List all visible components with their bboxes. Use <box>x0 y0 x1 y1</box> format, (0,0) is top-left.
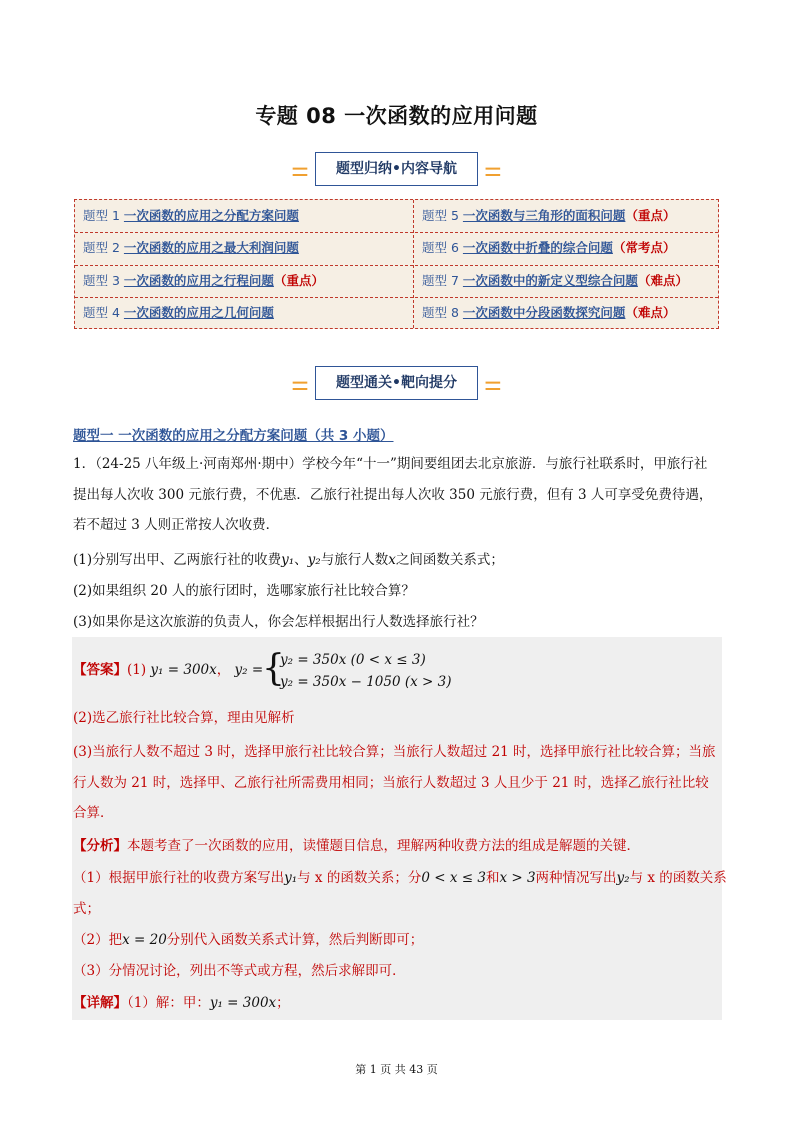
answer-part-3: (3)当旅行人数不超过 3 时，选择甲旅行社比较合算；当旅行人数超过 21 时，选择甲旅行社比较合算；当旅 <box>73 744 716 760</box>
answer-part-3: 合算． <box>73 805 114 821</box>
analysis-step-1: （1）根据甲旅行社的收费方案写出y₁与 x 的函数关系；分0 < x ≤ 3和x > 3两种情况写出y₂与 x 的函数关系 <box>73 870 727 886</box>
nav-link-topic-5[interactable]: 题型 5 一次函数与三角形的面积问题（重点） <box>422 208 676 223</box>
page-title: 专题 08 一次函数的应用问题 <box>255 104 538 128</box>
answer-part-3: 行人数为 21 时，选择甲、乙旅行社所需费用相同；当旅行人数超过 3 人且少于 21 时，选择乙旅行社比较 <box>73 775 709 791</box>
practice-banner <box>0 365 793 401</box>
analysis-step-1-cont: 式； <box>73 901 100 917</box>
right-deco-icon: ⚌ <box>483 157 502 181</box>
topic-nav-table <box>74 199 719 329</box>
practice-banner-label: 题型通关•靶向提分 <box>315 366 478 400</box>
nav-link-topic-1[interactable]: 题型 1 一次函数的应用之分配方案问题 <box>83 208 299 223</box>
right-deco-icon: ⚌ <box>483 371 502 395</box>
analysis-step-2: （2）把x = 20分别代入函数关系式计算，然后判断即可； <box>73 932 424 948</box>
answer-part-1: 【答案】(1) y₁ = 300x， y₂ = <box>73 662 264 678</box>
nav-link-topic-4[interactable]: 题型 4 一次函数的应用之几何问题 <box>83 305 274 320</box>
piecewise-case-1: y₂ = 350x (0 < x ≤ 3) <box>280 652 426 668</box>
answer-part-2: (2)选乙旅行社比较合算，理由见解析 <box>73 710 295 726</box>
nav-link-topic-8[interactable]: 题型 8 一次函数中分段函数探究问题（难点） <box>422 305 676 320</box>
nav-link-topic-7[interactable]: 题型 7 一次函数中的新定义型综合问题（难点） <box>422 273 688 288</box>
detail-line: 【详解】（1）解：甲：y₁ = 300x； <box>73 995 290 1011</box>
problem-text-line: 若不超过 3 人则正常按人次收费． <box>73 517 280 533</box>
analysis-step-3: （3）分情况讨论，列出不等式或方程，然后求解即可． <box>73 963 406 979</box>
problem-text-line: 提出每人次收 300 元旅行费，不优惠．乙旅行社提出每人次收 350 元旅行费，但有 3 人可享受免费待遇， <box>73 487 713 503</box>
nav-link-topic-3[interactable]: 题型 3 一次函数的应用之行程问题（重点） <box>83 273 324 288</box>
nav-link-topic-6[interactable]: 题型 6 一次函数中折叠的综合问题（常考点） <box>422 240 676 255</box>
question-1: (1)分别写出甲、乙两旅行社的收费y₁、y₂与旅行人数x之间函数关系式； <box>73 552 504 568</box>
piecewise-brace: { <box>262 648 285 689</box>
nav-banner <box>0 151 793 187</box>
question-3: (3)如果你是这次旅游的负责人，你会怎样根据出行人数选择旅行社？ <box>73 614 484 630</box>
problem-text-line: 1．（24-25 八年级上·河南郑州·期中）学校今年“十一”期间要组团去北京旅游．与旅行社联系时，甲旅行社 <box>73 456 708 472</box>
section-title[interactable]: 题型一 一次函数的应用之分配方案问题（共 3 小题） <box>73 428 394 444</box>
nav-link-topic-2[interactable]: 题型 2 一次函数的应用之最大利润问题 <box>83 240 299 255</box>
question-2: (2)如果组织 20 人的旅行团时，选哪家旅行社比较合算？ <box>73 583 415 599</box>
piecewise-case-2: y₂ = 350x − 1050 (x > 3) <box>280 674 452 690</box>
left-deco-icon: ⚌ <box>291 371 310 395</box>
left-deco-icon: ⚌ <box>291 157 310 181</box>
nav-banner-label: 题型归纳•内容导航 <box>315 152 478 186</box>
analysis-intro: 【分析】本题考查了一次函数的应用，读懂题目信息，理解两种收费方法的组成是解题的关键． <box>73 838 640 854</box>
page-footer: 第 1 页 共 43 页 <box>355 1063 438 1076</box>
